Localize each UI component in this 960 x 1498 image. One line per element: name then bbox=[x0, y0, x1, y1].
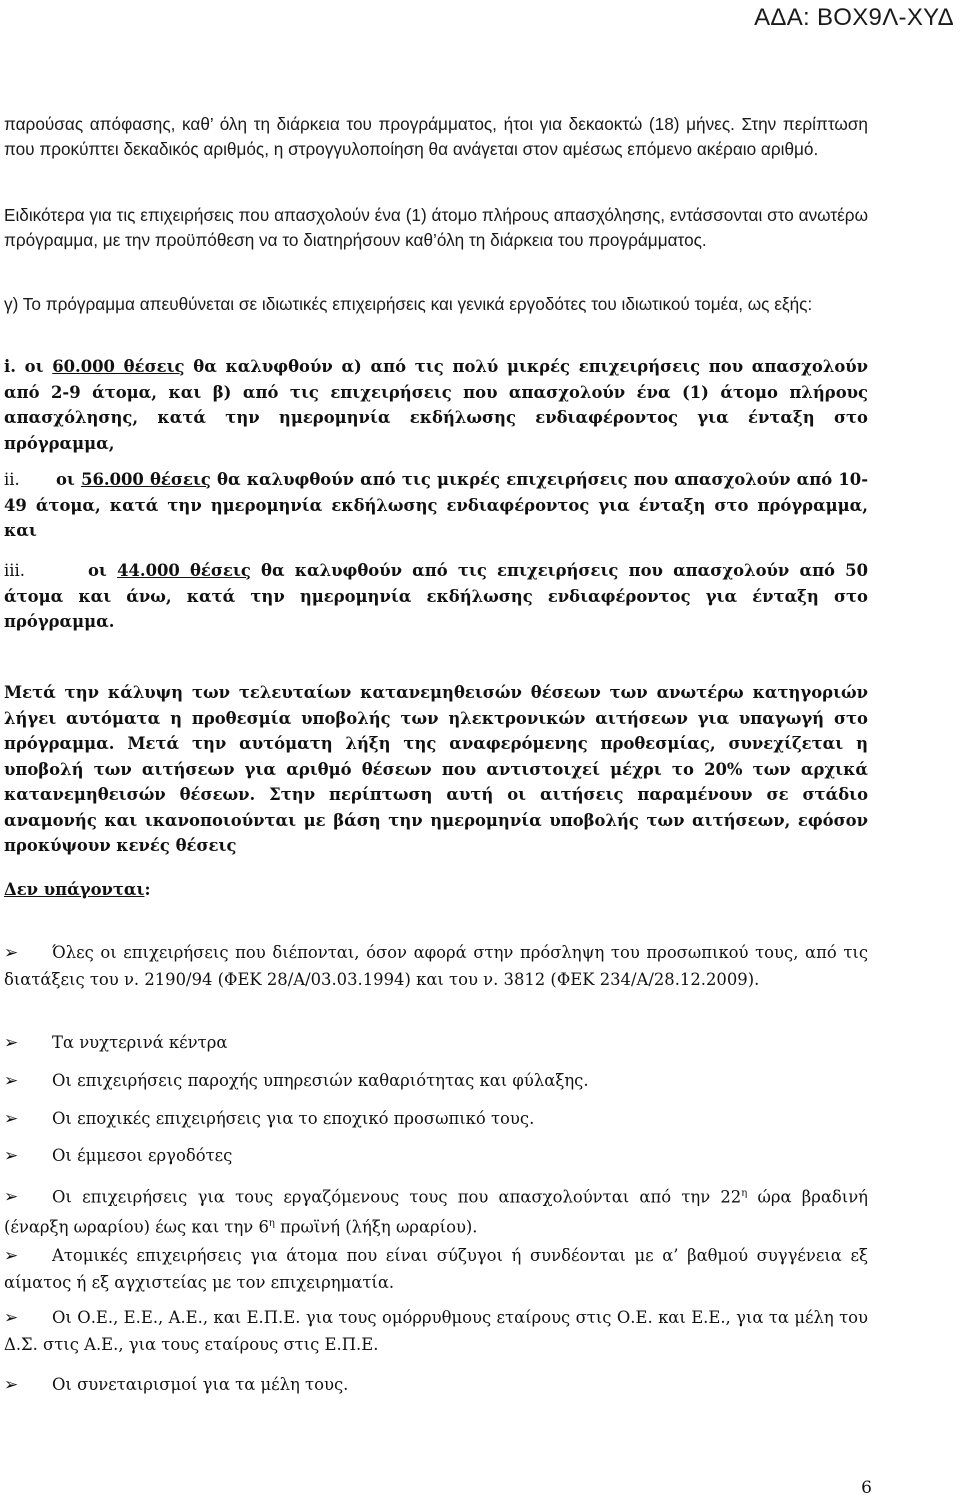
exclusion-item-text: Οι επιχειρήσεις για τους εργαζόμενους τους που απασχολούνται από την 22 bbox=[52, 1187, 742, 1207]
item-ii-prefix: οι bbox=[56, 470, 82, 489]
arrow-bullet-icon: ➢ bbox=[4, 1375, 19, 1395]
item-iii-text: θα καλυφθούν από τις επιχειρήσεις που απασχολούν από 50 άτομα και άνω, κατά την ημερομηνία εκδήλωσης ενδιαφέροντος για ένταξη στο πρόγραμμα. bbox=[4, 561, 868, 631]
exclusion-item bbox=[4, 1372, 868, 1399]
exclusion-item bbox=[4, 1068, 868, 1095]
item-iii bbox=[4, 558, 868, 635]
exclusion-item-text: Όλες οι επιχειρήσεις που διέπονται, όσον αφορά στην πρόσληψη του προσωπικού τους, από τις διατάξεις του ν. 2190/94 (ΦΕΚ 28/Α/03.03.1994) και του ν. 3812 (ΦΕΚ 234/Α/28.12.2009). bbox=[4, 943, 868, 989]
superscript: η bbox=[741, 1188, 748, 1199]
exclusion-item bbox=[4, 1243, 868, 1295]
arrow-bullet-icon: ➢ bbox=[4, 1071, 19, 1091]
item-i bbox=[4, 354, 868, 456]
exclusion-item-text: Οι επιχειρήσεις παροχής υπηρεσιών καθαριότητας και φύλαξης. bbox=[52, 1071, 589, 1090]
item-ii bbox=[4, 467, 868, 544]
exclusion-item bbox=[4, 1305, 868, 1357]
exclusion-item bbox=[4, 1106, 868, 1133]
exclusions-heading bbox=[4, 877, 868, 903]
exclusion-item-text: Τα νυχτερινά κέντρα bbox=[52, 1033, 228, 1052]
exclusion-item bbox=[4, 1143, 868, 1170]
exclusion-item-text: Ατομικές επιχειρήσεις για άτομα που είναι σύζυγοι ή συνδέονται με α’ βαθμού συγγένεια εξ αίματος ή εξ αγχιστείας με τον επιχειρηματία. bbox=[4, 1246, 868, 1292]
item-ii-label: ii. bbox=[4, 470, 20, 489]
exclusion-item bbox=[4, 940, 868, 992]
arrow-bullet-icon: ➢ bbox=[4, 1187, 19, 1208]
item-iii-number: 44.000 θέσεις bbox=[117, 561, 251, 580]
ada-code: ΑΔΑ: ΒΟΧ9Λ-ΧΥΔ bbox=[754, 4, 954, 31]
exclusion-item-text: Οι εποχικές επιχειρήσεις για το εποχικό προσωπικό τους. bbox=[52, 1109, 535, 1128]
coverage-paragraph: Μετά την κάλυψη των τελευταίων κατανεμηθεισών θέσεων των ανωτέρω κατηγοριών λήγει αυτόματα η προθεσμία υποβολής των ηλεκτρονικών αιτήσεων για υπαγωγή στο πρόγραμμα. Μετά την αυτόματη λήξη της αναφερόμενης προθεσμίας, συνεχίζεται η υποβολή των αιτήσεων για αριθμό θέσεων που αντιστοιχεί μέχρι το 20% των αρχικά κατανεμηθεισών θέσεων. Στην περίπτωση αυτή οι αιτήσεις παραμένουν σε στάδιο αναμονής και ικανοποιούνται με βάση την ημερομηνία υποβολής των αιτήσεων, εφόσον προκύψουν κενές θέσεις bbox=[4, 683, 868, 855]
item-ii-number: 56.000 θέσεις bbox=[81, 470, 211, 489]
item-iii-label: iii. bbox=[4, 561, 25, 580]
item-i-text: θα καλυφθούν α) από τις πολύ μικρές επιχειρήσεις που απασχολούν από 2-9 άτομα, και β) από τις επιχειρήσεις που απασχολούν ένα (1) άτομο πλήρους απασχόλησης, κατά την ημερομηνία εκδήλωσης ενδιαφέροντος για ένταξη στο πρόγραμμα, bbox=[4, 357, 868, 453]
exclusion-item-text: ώρα βραδινή (έναρξη ωραρίου) έως και την 6 bbox=[4, 1187, 869, 1237]
exclusion-item bbox=[4, 1181, 868, 1240]
arrow-bullet-icon: ➢ bbox=[4, 1308, 19, 1328]
item-i-prefix: οι bbox=[15, 357, 53, 376]
arrow-bullet-icon: ➢ bbox=[4, 1246, 19, 1266]
exclusion-item-text: Οι έμμεσοι εργοδότες bbox=[52, 1146, 233, 1165]
intro-paragraph-2: Ειδικότερα για τις επιχειρήσεις που απασχολούν ένα (1) άτομο πλήρους απασχόλησης, εντάσσονται στο ανωτέρω πρόγραμμα, με την προϋπόθεση να το διατηρήσουν καθ’όλη τη διάρκεια του προγράμματος. bbox=[4, 205, 868, 250]
exclusion-item-text: Οι συνεταιρισμοί για τα μέλη τους. bbox=[52, 1375, 349, 1394]
exclusion-item bbox=[4, 1030, 868, 1057]
exclusions-heading-colon: : bbox=[144, 880, 151, 899]
arrow-bullet-icon: ➢ bbox=[4, 1109, 19, 1129]
arrow-bullet-icon: ➢ bbox=[4, 943, 19, 963]
item-i-label: i. bbox=[4, 357, 16, 376]
item-i-number: 60.000 θέσεις bbox=[52, 357, 185, 376]
item-ii-text: θα καλυφθούν από τις μικρές επιχειρήσεις που απασχολούν από 10-49 άτομα, κατά την ημερομηνία εκδήλωσης ενδιαφέροντος για ένταξη στο πρόγραμμα, και bbox=[4, 470, 868, 540]
exclusions-heading-text: Δεν υπάγονται bbox=[4, 880, 145, 899]
exclusion-item-text: Οι Ο.Ε., Ε.Ε., Α.Ε., και Ε.Π.Ε. για τους ομόρρυθμους εταίρους στις Ο.Ε. και Ε.Ε., για τα μέλη του Δ.Σ. στις Α.Ε., για τους εταίρους στις Ε.Π.Ε. bbox=[4, 1308, 868, 1354]
arrow-bullet-icon: ➢ bbox=[4, 1033, 19, 1053]
intro-paragraph-1: παρούσας απόφασης, καθ’ όλη τη διάρκεια του προγράμματος, ήτοι για δεκαοκτώ (18) μήνες. Στην περίπτωση που προκύπτει δεκαδικός αριθμός, η στρογγυλοποίηση θα ανάγεται στον αμέσως επόμενο ακέραιο αριθμό. bbox=[4, 114, 868, 159]
page-number: 6 bbox=[861, 1478, 872, 1498]
item-iii-prefix: οι bbox=[88, 561, 118, 580]
superscript: η bbox=[268, 1217, 275, 1229]
arrow-bullet-icon: ➢ bbox=[4, 1146, 19, 1166]
exclusion-item-text: πρωϊνή (λήξη ωραρίου). bbox=[274, 1217, 478, 1237]
intro-paragraph-3: γ) Το πρόγραμμα απευθύνεται σε ιδιωτικές επιχειρήσεις και γενικά εργοδότες του ιδιωτικού τομέα, ως εξής: bbox=[4, 294, 813, 314]
